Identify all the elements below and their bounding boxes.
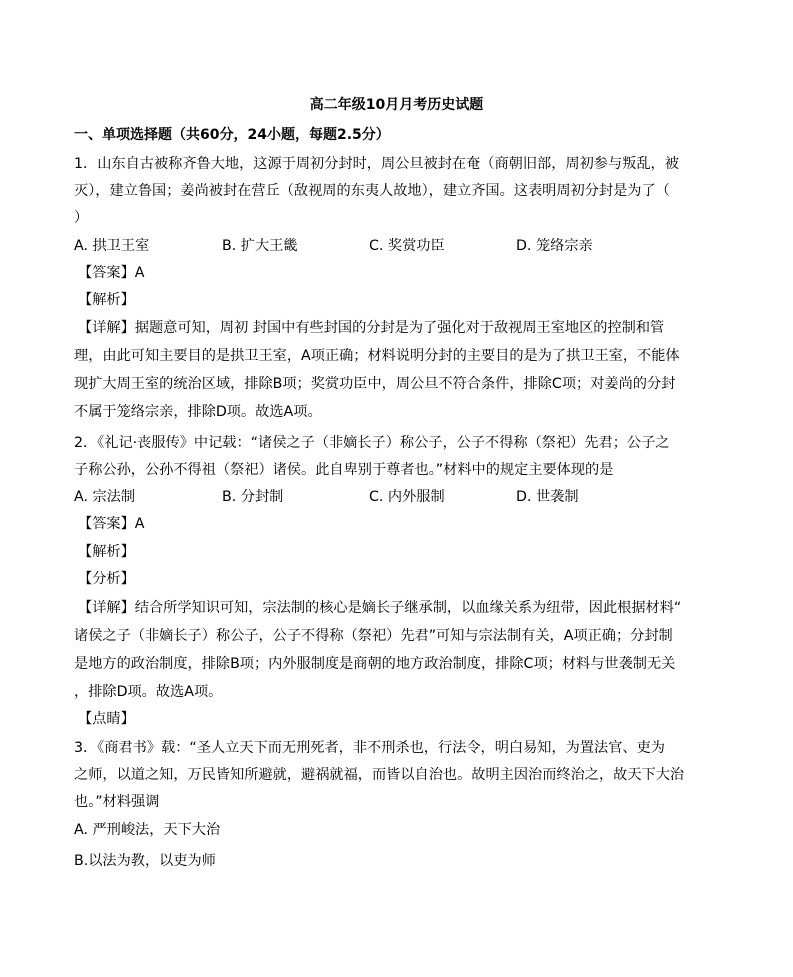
q2-option-b: B. 分封制 (222, 489, 284, 505)
q2-option-d: D. 世袭制 (516, 489, 579, 505)
q1-stem-line-1: 1．山东自古被称齐鲁大地，这源于周初分封时，周公旦被封在奄（商朝旧部，周初参与叛乱，被 (74, 156, 679, 172)
q1-detail-line-2: 理，由此可知主要目的是拱卫王室，A项正确；材料说明分封的主要目的是为了拱卫王室，不能体 (74, 348, 680, 364)
q1-detail-line-3: 现扩大周王室的统治区域，排除B项；奖赏功臣中，周公旦不符合条件，排除C项；对姜尚的分封 (74, 376, 676, 392)
q2-option-a: A. 宗法制 (74, 489, 136, 505)
q1-stem-line-2: 灭），建立鲁国；姜尚被封在营丘（敌视周的东夷人故地），建立齐国。这表明周初分封是为了（ (74, 183, 670, 199)
q2-dianjing-label: 【点睛】 (78, 711, 135, 727)
section-heading: 一、单项选择题（共60分，24小题，每题2.5分） (74, 127, 390, 143)
q1-option-c: C. 奖赏功臣 (369, 238, 445, 254)
q1-stem-line-3: ） (74, 210, 89, 226)
q3-stem-line-2: 之师，以道之知，万民皆知所避就，避祸就福，而皆以自治也。故明主因治而终治之，故天下大治 (74, 767, 685, 783)
q1-option-d: D. 笼络宗亲 (516, 238, 593, 254)
q1-option-b: B. 扩大王畿 (222, 238, 298, 254)
q2-detail-line-1: 【详解】结合所学知识可知，宗法制的核心是嫡长子继承制，以血缘关系为纽带，因此根据材料“ (78, 600, 682, 616)
q2-detail-line-3: 是地方的政治制度，排除B项；内外服制度是商朝的地方政治制度，排除C项；材料与世袭制无关 (74, 656, 676, 672)
q2-stem-line-1: 2．《礼记·丧服传》中记载：“诸侯之子（非嫡长子）称公子，公子不得称（祭祀）先君；公子之 (74, 435, 670, 451)
q3-option-a: A. 严刑峻法，天下大治 (74, 822, 221, 838)
q3-stem-line-1: 3．《商君书》载：“圣人立天下而无刑死者，非不刑杀也，行法令，明白易知，为置法官、吏为 (74, 740, 665, 756)
q3-stem-line-3: 也。”材料强调 (74, 794, 160, 810)
q1-answer: 【答案】A (78, 265, 145, 281)
q2-fenxi-label: 【分析】 (78, 571, 135, 587)
q2-answer: 【答案】A (78, 516, 145, 532)
q1-detail-line-4: 不属于笼络宗亲，排除D项。故选A项。 (74, 404, 322, 420)
q2-stem-line-2: 子称公孙，公孙不得祖（祭祀）诸侯。此自卑别于尊者也。”材料中的规定主要体现的是 (74, 462, 614, 478)
q2-option-c: C. 内外服制 (369, 489, 445, 505)
q2-detail-line-2: 诸侯之子（非嫡长子）称公子，公子不得称（祭祀）先君”可知与宗法制有关，A项正确；分封制 (74, 628, 673, 644)
q1-option-a: A. 拱卫王室 (74, 238, 150, 254)
q2-analysis-label: 【解析】 (78, 544, 135, 560)
q3-option-b: B.以法为教，以吏为师 (74, 853, 216, 869)
page-title: 高二年级10月月考历史试题 (309, 97, 484, 113)
q1-detail-line-1: 【详解】据题意可知，周初 封国中有些封国的分封是为了强化对于敌视周王室地区的控制和管 (78, 320, 665, 336)
q1-analysis-label: 【解析】 (78, 292, 135, 308)
q2-detail-line-4: ，排除D项。故选A项。 (74, 684, 223, 700)
